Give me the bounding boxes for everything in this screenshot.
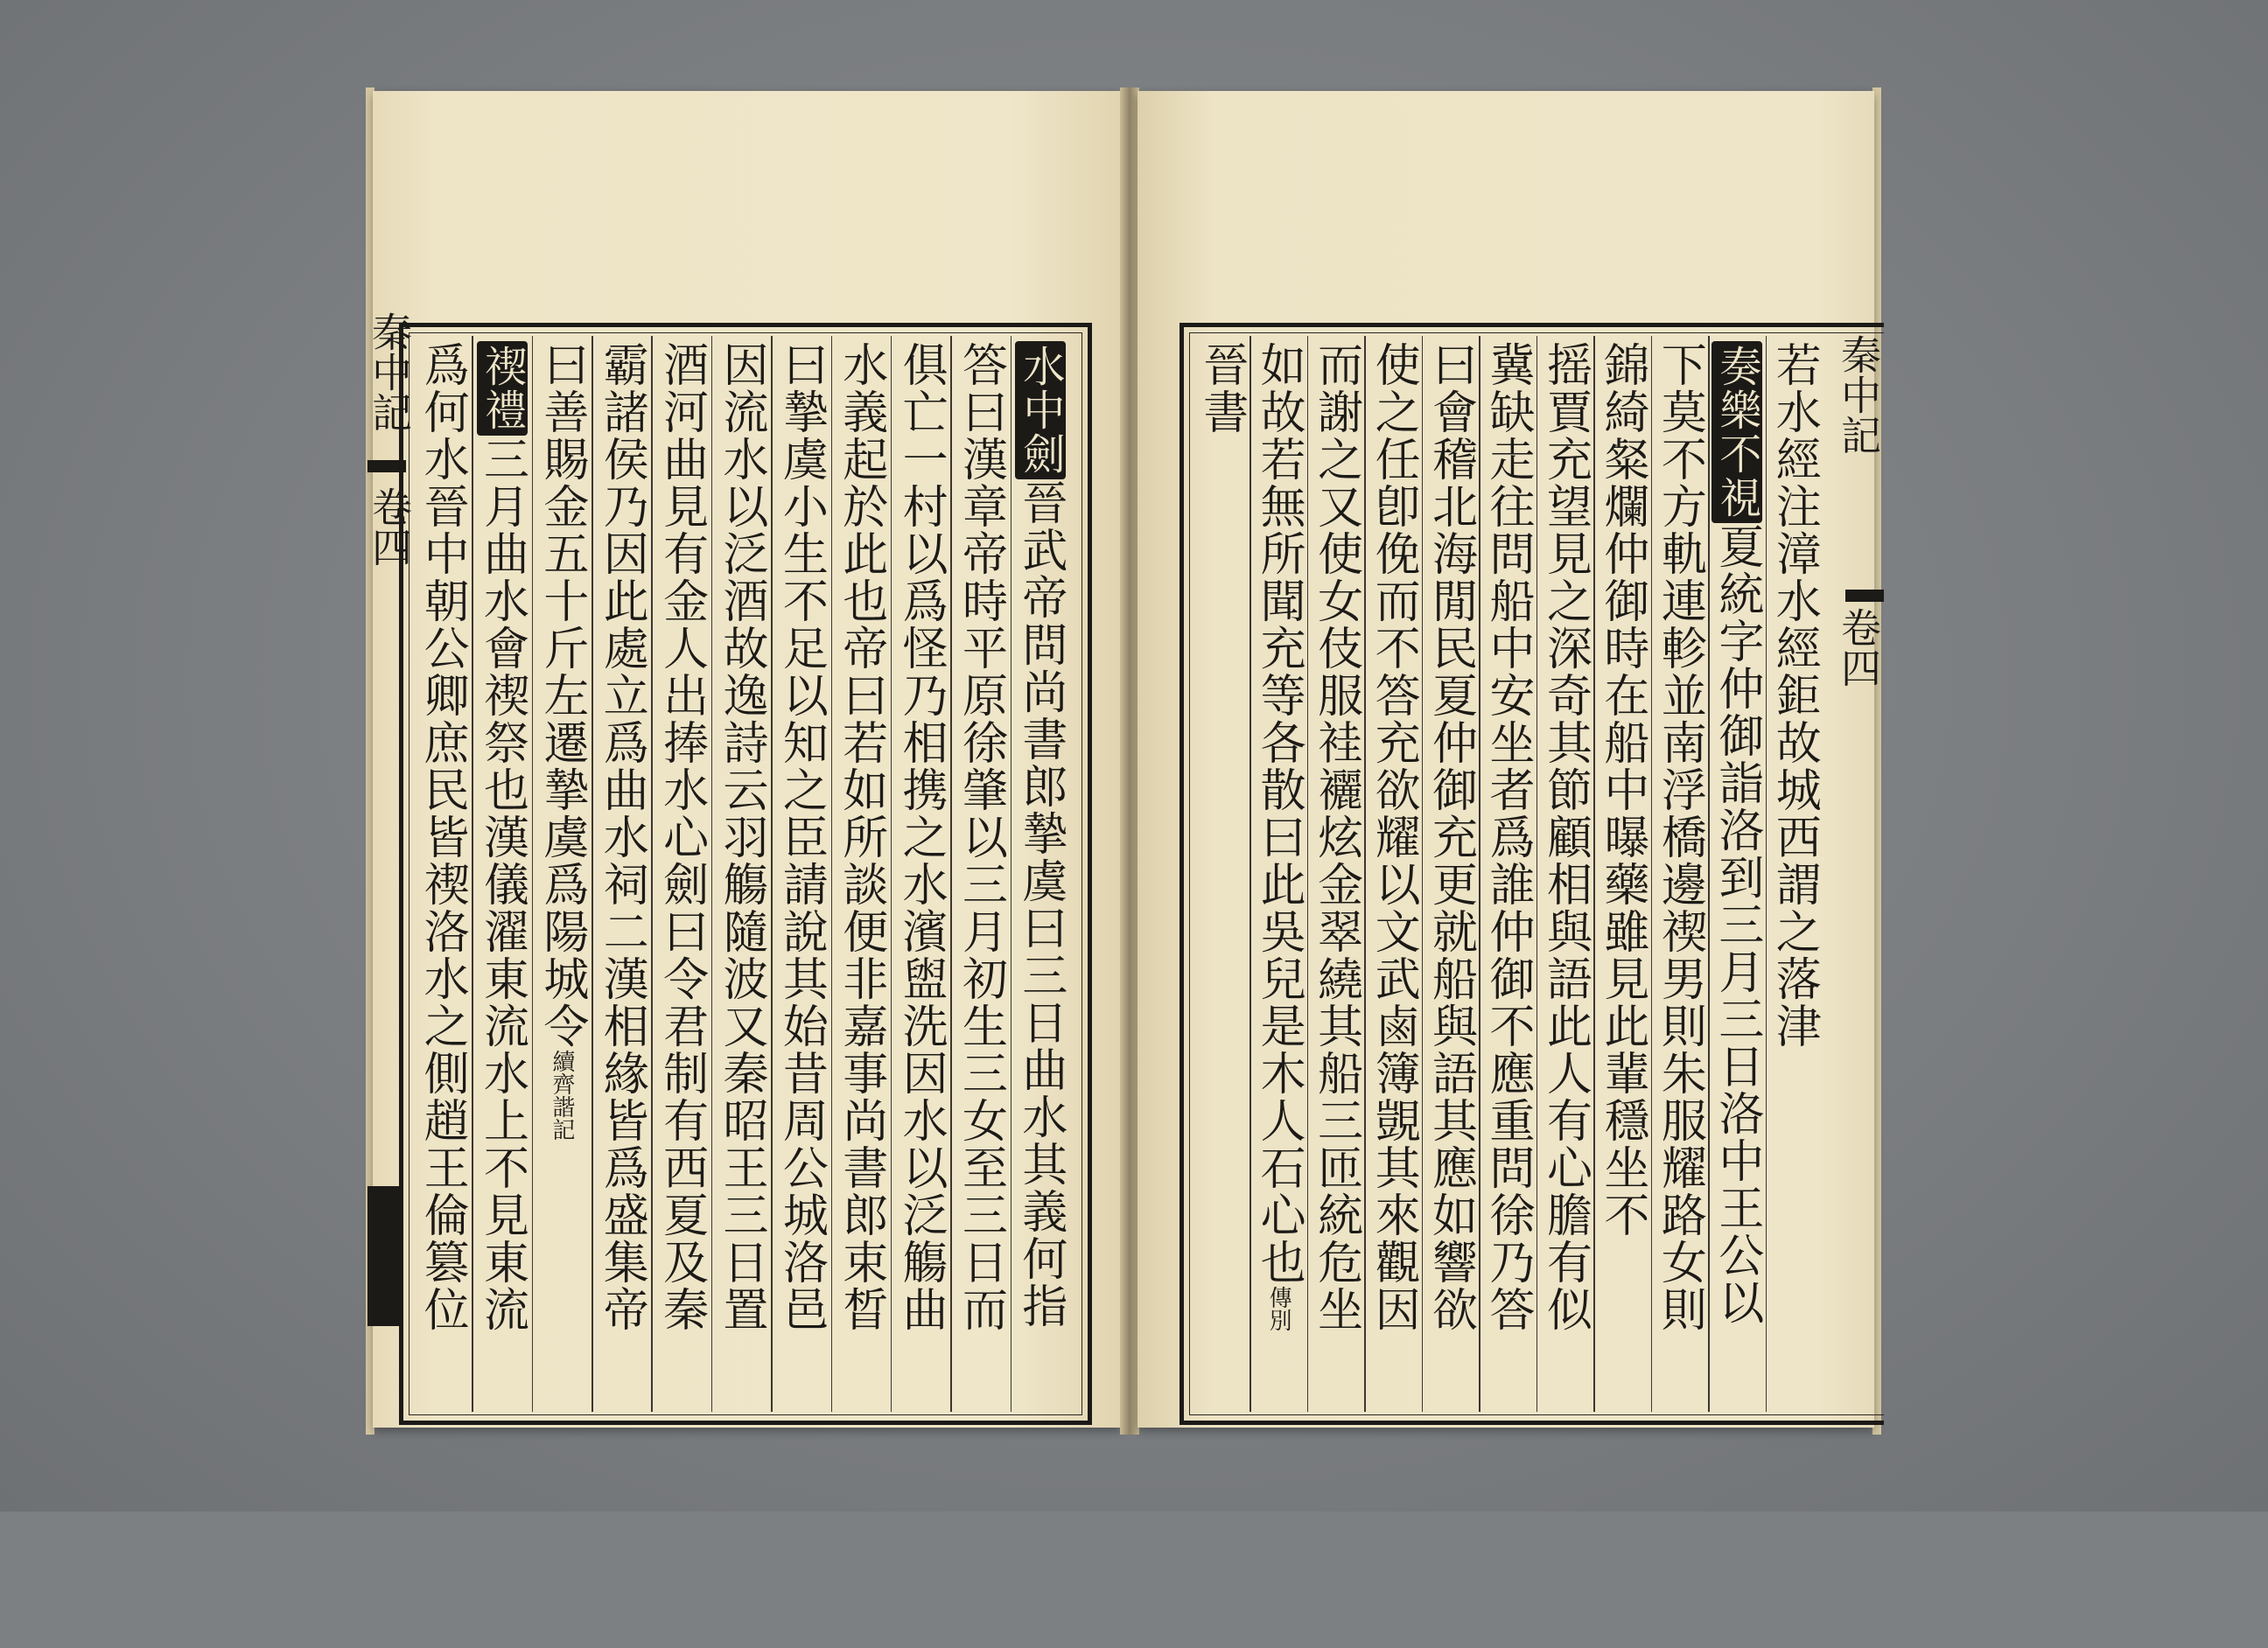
column-divider (1307, 336, 1309, 1412)
right-banxin (1837, 327, 1884, 1421)
column-text: 俱亡一村以爲怪乃相携之水濱盥洗因水以泛觴曲 (894, 341, 948, 1333)
gutter (1120, 87, 1139, 1435)
column-text: 冀缺走往問船中安坐者爲誰仲御不應重問徐乃答 (1481, 341, 1534, 1333)
text-column (1597, 341, 1648, 1239)
column-divider (711, 336, 713, 1412)
text-column (955, 341, 1005, 1333)
column-text: 爲何水晉中朝公卿庶民皆禊洛水之側趙王倫篡位 (416, 341, 469, 1333)
column-text: 曰摯虞小生不足以知之臣請說其始昔周公城洛邑 (774, 341, 828, 1333)
column-divider (1422, 336, 1424, 1412)
column-text: 酒河曲見有金人出捧水心劍曰令君制有西夏及秦 (654, 341, 708, 1333)
left-banxin-title: 秦中記 (366, 311, 413, 432)
text-column (416, 341, 467, 1333)
column-divider (472, 336, 473, 1412)
text-column (1015, 341, 1066, 1330)
column-text: 使之任卽俛而不答充欲耀以文武鹵簿覬其來觀因 (1367, 341, 1420, 1333)
text-column (895, 341, 946, 1333)
text-column (1654, 341, 1704, 1333)
column-divider (1766, 336, 1768, 1412)
column-divider (771, 336, 773, 1412)
column-text: 摇賈充望見之深奇其節顧相與語此人有心膽有似 (1538, 341, 1592, 1333)
text-column (775, 341, 826, 1333)
text-column (1368, 341, 1418, 1333)
right-columns (1193, 336, 1831, 1412)
text-column (836, 341, 886, 1333)
text-column (1253, 341, 1304, 1331)
right-page (1138, 91, 1882, 1428)
left-page (366, 91, 1122, 1428)
section-heading-tag: 水中劍 (1015, 341, 1066, 479)
text-column (1482, 341, 1533, 1333)
column-text: 錦綺粲爛仲御時在船中曝藥雖見此輩穩坐不 (1595, 341, 1648, 1239)
text-column (1425, 341, 1476, 1333)
text-column (477, 341, 528, 1333)
text-column (1712, 341, 1762, 1326)
column-text: 如故若無所聞充等各散曰此吳兒是木人石心也 (1252, 341, 1306, 1286)
fishtail-upper-right (1845, 590, 1884, 602)
column-text: 夏統字仲御詣洛到三月三日洛中王公以 (1710, 523, 1763, 1326)
book-spread (366, 87, 1881, 1435)
column-text: 三月曲水會禊祭也漢儀濯東流水上不見東流 (475, 436, 528, 1333)
column-divider (1250, 336, 1251, 1412)
column-divider (651, 336, 653, 1412)
column-divider (532, 336, 534, 1412)
column-divider (891, 336, 892, 1412)
column-text: 因流水以泛酒故逸詩云羽觴隨波又秦昭王三日置 (715, 341, 767, 1333)
left-columns (412, 336, 1079, 1412)
column-text: 若水經注漳水經鉅故城西謂之落津 (1768, 341, 1821, 1050)
column-text: 水義起於此也帝曰若如所談便非嘉事尚書郎束晳 (834, 341, 887, 1333)
column-divider (1651, 336, 1653, 1412)
column-text: 答曰漢章帝時平原徐肇以三月初生三女至三日而 (954, 341, 1007, 1333)
left-banxin-volume: 卷四 (366, 486, 413, 567)
column-divider (1364, 336, 1366, 1412)
source-note: 傳別 (1265, 1286, 1292, 1331)
fishtail-lower (368, 1186, 402, 1326)
source-note: 續齊諧記 (548, 1050, 575, 1141)
column-text: 下莫不方軌連軫並南浮橋邊禊男則朱服耀路女則 (1653, 341, 1706, 1333)
column-divider (592, 336, 593, 1412)
right-banxin-volume: 卷四 (1835, 607, 1882, 688)
column-text: 曰善賜金五十斤左遷摯虞爲陽城令 (535, 341, 588, 1050)
text-column (1196, 341, 1247, 436)
column-divider (1708, 336, 1710, 1412)
column-divider (1593, 336, 1595, 1412)
text-column (1539, 341, 1590, 1333)
text-column (536, 341, 587, 1141)
column-divider (831, 336, 833, 1412)
column-text: 而謝之又使女伎服袿襹炫金翠繞其船三匝統危坐 (1309, 341, 1362, 1333)
column-text: 晉書 (1194, 341, 1248, 436)
text-column (596, 341, 647, 1333)
column-divider (950, 336, 952, 1412)
right-banxin-title: 秦中記 (1835, 334, 1882, 455)
text-column (1311, 341, 1362, 1333)
right-text-frame (1180, 323, 1884, 1425)
left-text-frame (399, 323, 1092, 1425)
text-column (716, 341, 766, 1333)
text-column (1768, 341, 1819, 1050)
column-text: 霸諸侯乃因此處立爲曲水祠二漢相緣皆爲盛集帝 (595, 341, 648, 1333)
column-divider (1479, 336, 1480, 1412)
column-text: 曰會稽北海閒民夏仲御充更就船與語其應如響欲 (1424, 341, 1477, 1333)
section-heading-tag: 奏樂不視 (1712, 341, 1762, 523)
column-text: 晉武帝問尚書郎摯虞曰三日曲水其義何指 (1013, 479, 1067, 1330)
section-heading-tag: 禊禮 (477, 341, 528, 436)
column-divider (1011, 336, 1012, 1412)
text-column (656, 341, 707, 1333)
column-divider (1536, 336, 1538, 1412)
